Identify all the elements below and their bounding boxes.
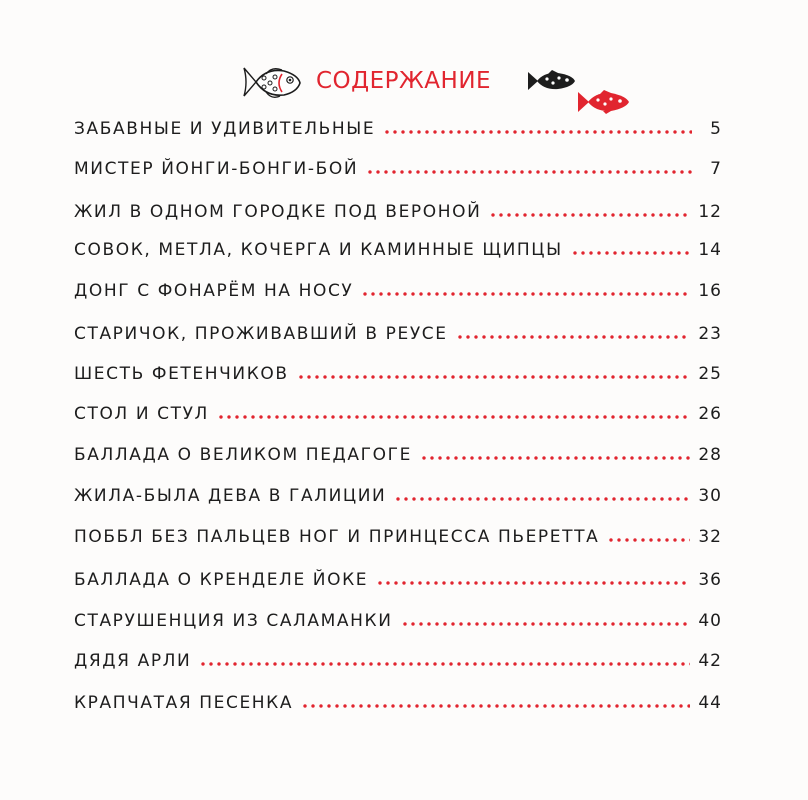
dot-leader (571, 251, 691, 255)
toc-entry[interactable] (74, 232, 722, 262)
dot-leader (607, 538, 690, 542)
toc-entry[interactable] (74, 603, 722, 633)
toc-entry-title: СТОЛ И СТУЛ (74, 404, 209, 424)
toc-entry[interactable] (74, 478, 722, 508)
toc-entry[interactable] (74, 194, 722, 224)
dot-leader (301, 704, 690, 708)
toc-entry[interactable] (74, 562, 722, 592)
dot-leader (394, 497, 690, 501)
toc-entry-title: ШЕСТЬ ФЕТЕНЧИКОВ (74, 364, 289, 384)
toc-entry[interactable] (74, 151, 722, 181)
toc-entry-page: 25 (698, 364, 722, 384)
toc-entry[interactable] (74, 437, 722, 467)
dot-leader (217, 415, 690, 419)
dot-leader (376, 581, 690, 585)
toc-entry-title: КРАПЧАТАЯ ПЕСЕНКА (74, 693, 294, 713)
toc-entry[interactable] (74, 396, 722, 426)
toc-entry-title: СОВОК, МЕТЛА, КОЧЕРГА И КАМИННЫЕ ЩИПЦЫ (74, 240, 563, 260)
dot-leader (297, 375, 691, 379)
toc-entry-title: ДОНГ С ФОНАРЁМ НА НОСУ (74, 281, 354, 301)
toc-entry[interactable] (74, 643, 722, 673)
toc-entry[interactable] (74, 316, 722, 346)
toc-entry-page: 12 (698, 202, 722, 222)
toc-entry-title: БАЛЛАДА О ВЕЛИКОМ ПЕДАГОГЕ (74, 445, 412, 465)
toc-entry-page: 30 (698, 486, 722, 506)
toc-entry-page: 16 (698, 281, 722, 301)
toc-entry[interactable] (74, 519, 722, 549)
toc-entry[interactable] (74, 356, 722, 386)
dot-leader (383, 130, 692, 134)
toc-entry-page: 23 (698, 324, 722, 344)
toc-entry-title: ДЯДЯ АРЛИ (74, 651, 192, 671)
toc-entry-title: ЗАБАВНЫЕ И УДИВИТЕЛЬНЫЕ (74, 119, 376, 139)
toc-entry-title: ЖИЛА-БЫЛА ДЕВА В ГАЛИЦИИ (74, 486, 387, 506)
dot-leader (366, 170, 692, 174)
dot-leader (420, 456, 690, 460)
dot-leader (199, 662, 690, 666)
toc-entry-title: СТАРУШЕНЦИЯ ИЗ САЛАМАНКИ (74, 611, 393, 631)
dot-leader (401, 622, 691, 626)
toc-entry-page: 28 (698, 445, 722, 465)
toc-entry[interactable] (74, 685, 722, 715)
dot-leader (361, 292, 690, 296)
toc-entry-page: 40 (698, 611, 722, 631)
toc-entry-title: СТАРИЧОК, ПРОЖИВАВШИЙ В РЕУСЕ (74, 324, 448, 344)
toc-entry-page: 42 (698, 651, 722, 671)
toc-entry[interactable] (74, 111, 722, 141)
toc-entry-title: ПОББЛ БЕЗ ПАЛЬЦЕВ НОГ И ПРИНЦЕССА ПЬЕРЕТТА (74, 527, 600, 547)
toc-entry-page: 7 (710, 159, 722, 179)
toc-entry-page: 5 (710, 119, 722, 139)
page-title: СОДЕРЖАНИЕ (316, 68, 492, 94)
toc-entry-page: 36 (698, 570, 722, 590)
toc-entry-page: 14 (698, 240, 722, 260)
toc-entry-title: ЖИЛ В ОДНОМ ГОРОДКЕ ПОД ВЕРОНОЙ (74, 202, 482, 222)
toc-entry-page: 44 (698, 693, 722, 713)
dot-leader (456, 335, 691, 339)
toc-entry-title: БАЛЛАДА О КРЕНДЕЛЕ ЙОКЕ (74, 570, 369, 590)
toc-entry[interactable] (74, 273, 722, 303)
toc-entry-page: 26 (698, 404, 722, 424)
toc-entry-page: 32 (698, 527, 722, 547)
dot-leader (489, 213, 690, 217)
toc-entry-title: МИСТЕР ЙОНГИ-БОНГИ-БОЙ (74, 159, 359, 179)
